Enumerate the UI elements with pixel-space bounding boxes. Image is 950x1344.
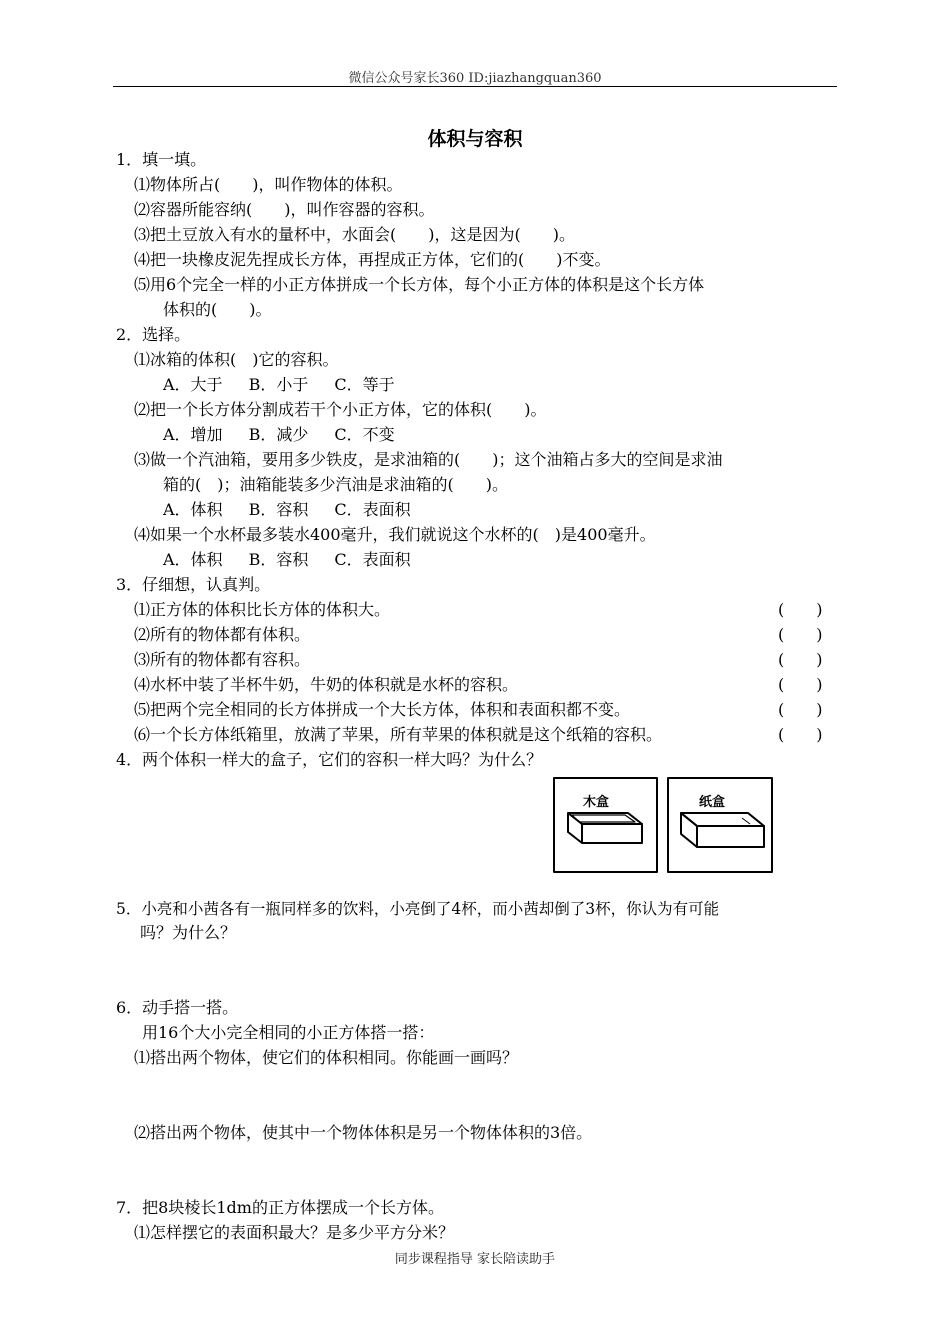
q1-item: ⑷把一块橡皮泥先捏成长方体，再捏成正方体，它们的( )不变。 [134, 250, 611, 269]
q6-sub1: ⑴搭出两个物体，使它们的体积相同。你能画一画吗？ [134, 1048, 519, 1067]
option-a: A．大于 [163, 375, 223, 394]
answer-parens: ( ) [778, 700, 823, 719]
q2-sub2-options [163, 425, 421, 445]
option-c: C．等于 [334, 375, 395, 394]
q1-item: ⑴物体所占( )，叫作物体的体积。 [134, 175, 403, 194]
option-b: B．减少 [248, 425, 309, 444]
q2-sub2: ⑵把一个长方体分割成若干个小正方体，它的体积( )。 [134, 400, 547, 419]
q7-sub1: ⑴怎样摆它的表面积最大？是多少平方分米？ [134, 1223, 455, 1242]
option-a: A．体积 [163, 550, 223, 569]
answer-parens: ( ) [778, 625, 823, 644]
option-b: B．容积 [248, 500, 309, 519]
q2-sub3-line1: ⑶做一个汽油箱，要用多少铁皮，是求油箱的( )；这个油箱占多大的空间是求油 [134, 450, 723, 469]
option-c: C．不变 [334, 425, 395, 444]
boxes-illustration [552, 776, 774, 876]
option-a: A．体积 [163, 500, 223, 519]
q1-item: ⑶把土豆放入有水的量杯中，水面会( )，这是因为( )。 [134, 225, 575, 244]
q5-line1: 5．小亮和小茜各有一瓶同样多的饮料，小亮倒了4杯，而小茜却倒了3杯，你认为有可能 [116, 900, 720, 918]
q3-item: ⑹一个长方体纸箱里，放满了苹果，所有苹果的体积就是这个纸箱的容积。 [134, 725, 663, 744]
q2-sub4-options [163, 550, 437, 570]
q3-item: ⑸把两个完全相同的长方体拼成一个大长方体，体积和表面积都不变。 [134, 700, 631, 719]
page-footer: 同步课程指导 家长陪读助手 [394, 1252, 556, 1267]
q2-sub1: ⑴冰箱的体积( )它的容积。 [134, 350, 339, 369]
q4-text: 4．两个体积一样大的盒子，它们的容积一样大吗？为什么？ [116, 750, 543, 769]
answer-parens: ( ) [778, 725, 823, 744]
option-c: C．表面积 [334, 550, 411, 569]
wood-box-label: 木盒 [582, 795, 610, 810]
q1-item: ⑵容器所能容纳( )，叫作容器的容积。 [134, 200, 435, 219]
q3-heading: 3．仔细想，认真判。 [116, 575, 271, 594]
q2-heading: 2．选择。 [116, 325, 191, 344]
q5-line2: 吗？为什么？ [140, 923, 237, 942]
q2-sub3-options [163, 500, 437, 520]
option-b: B．小于 [248, 375, 309, 394]
header-rule [113, 86, 837, 87]
page-title: 体积与容积 [427, 128, 523, 150]
page-header: 微信公众号家长360 ID:jiazhangquan360 [348, 71, 602, 86]
option-b: B．容积 [248, 550, 309, 569]
answer-parens: ( ) [778, 600, 823, 619]
q2-sub1-options [163, 375, 421, 395]
q3-item: ⑷水杯中装了半杯牛奶，牛奶的体积就是水杯的容积。 [134, 675, 519, 694]
q1-item: ⑸用6个完全一样的小正方体拼成一个长方体，每个小正方体的体积是这个长方体 [134, 275, 705, 294]
q7-heading: 7．把8块棱长1dm的正方体摆成一个长方体。 [116, 1198, 444, 1217]
q1-item: 体积的( )。 [163, 300, 272, 319]
answer-parens: ( ) [778, 675, 823, 694]
q6-sub2: ⑵搭出两个物体，使其中一个物体体积是另一个物体体积的3倍。 [134, 1123, 593, 1142]
answer-parens: ( ) [778, 650, 823, 669]
q2-sub3-line2: 箱的( )；油箱能装多少汽油是求油箱的( )。 [163, 475, 508, 494]
q3-item: ⑴正方体的体积比长方体的体积大。 [134, 600, 391, 619]
option-c: C．表面积 [334, 500, 411, 519]
paper-box-label: 纸盒 [698, 795, 726, 810]
q3-item: ⑵所有的物体都有体积。 [134, 625, 311, 644]
q6-heading: 6．动手搭一搭。 [116, 998, 239, 1017]
q6-intro: 用16个大小完全相同的小正方体搭一搭： [142, 1023, 435, 1042]
option-a: A．增加 [163, 425, 223, 444]
q3-item: ⑶所有的物体都有容积。 [134, 650, 311, 669]
q2-sub4: ⑷如果一个水杯最多装水400毫升，我们就说这个水杯的( )是400毫升。 [134, 525, 656, 544]
q1-heading: 1．填一填。 [116, 150, 207, 169]
